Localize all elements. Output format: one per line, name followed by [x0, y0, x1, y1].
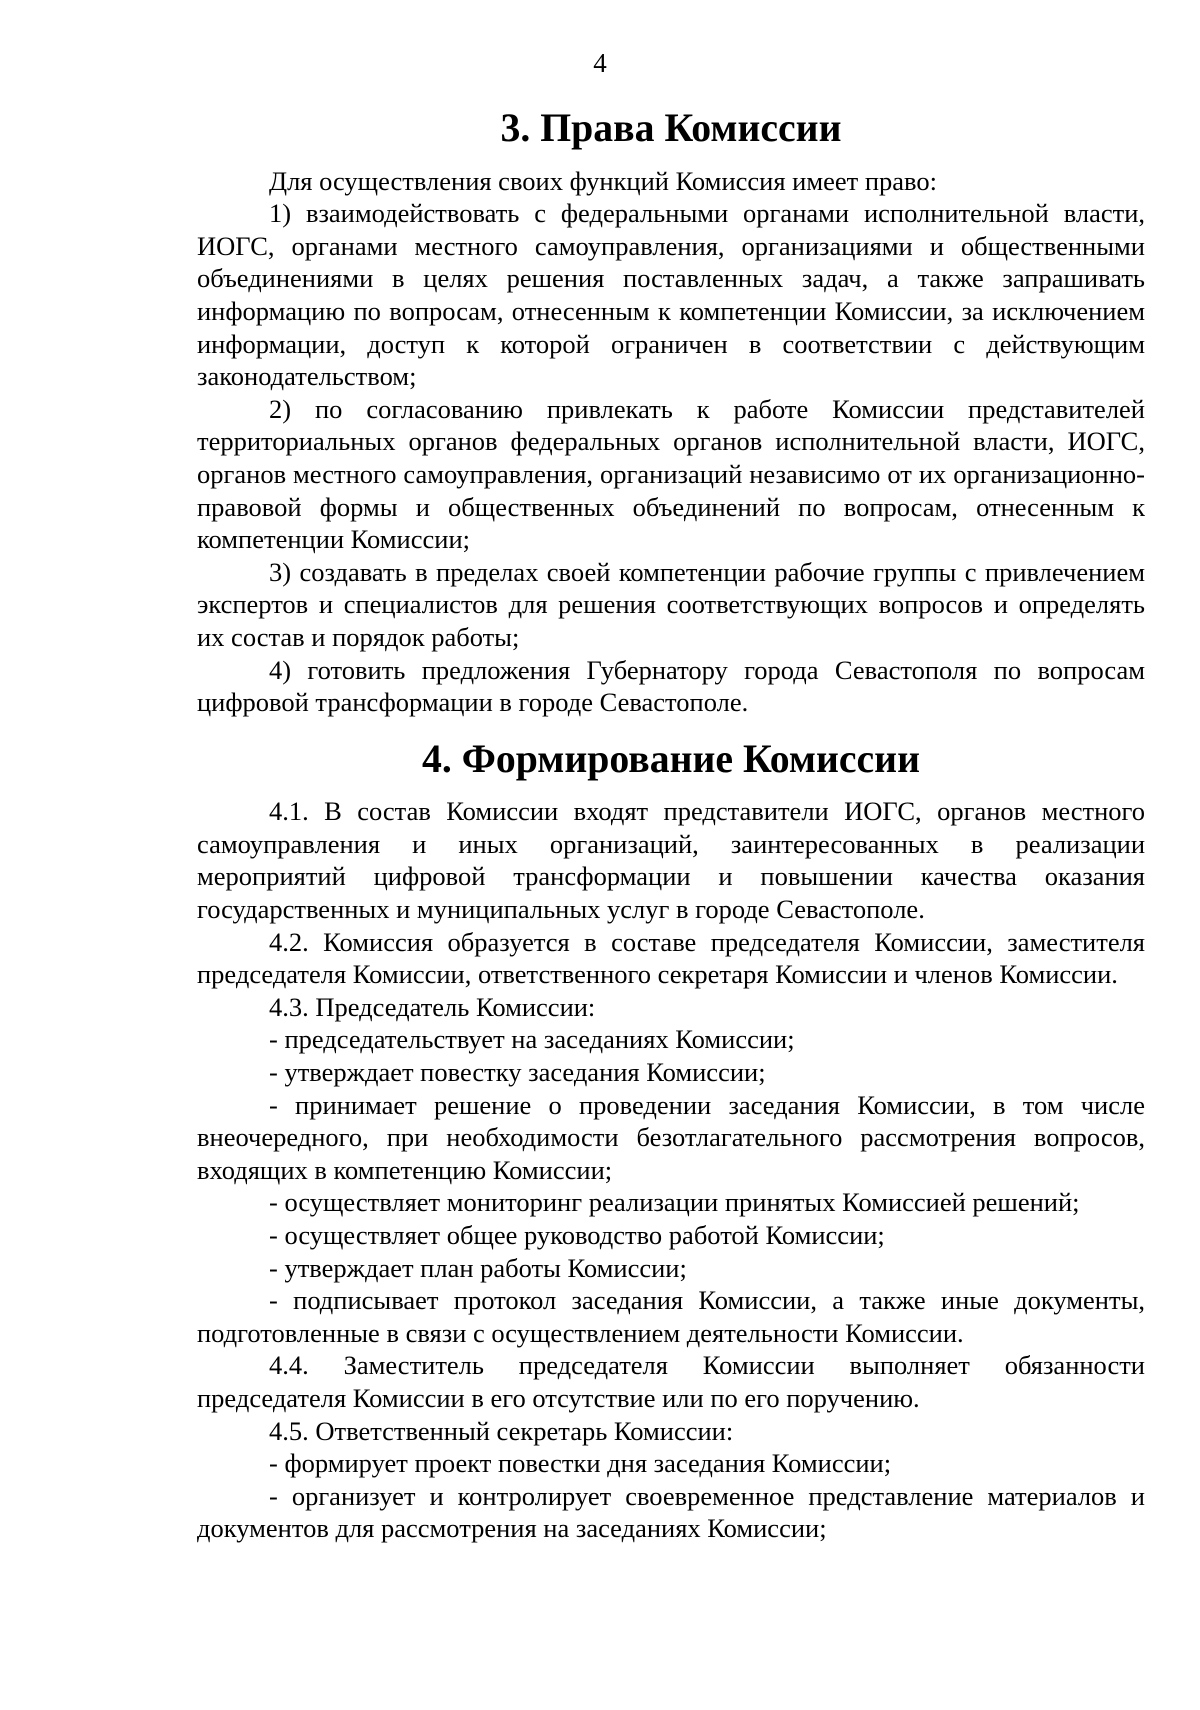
- paragraph: - формирует проект повестки дня заседания Комиссии;: [269, 1448, 892, 1479]
- paragraph: - принимает решение о проведении заседания Комиссии, в том числе внеочередного, при необходимости безотлагательного рассмотрения вопросов, входящих в компетенцию Комиссии;: [197, 1089, 1145, 1185]
- section-rights: [197, 106, 1145, 719]
- paragraph: - председательствует на заседаниях Комиссии;: [269, 1024, 795, 1055]
- paragraph: - осуществляет общее руководство работой Комиссии;: [269, 1220, 885, 1250]
- paragraph: - утверждает план работы Комиссии;: [269, 1252, 687, 1283]
- paragraph: - подписывает протокол заседания Комиссии, а также иные документы, подготовленные в связи с осуществлением деятельности Комиссии.: [197, 1285, 1145, 1348]
- paragraph: 4.2. Комиссия образуется в составе председателя Комиссии, заместителя председателя Комиссии, ответственного секретаря Комиссии и членов Комиссии.: [197, 926, 1145, 990]
- document-body: [197, 106, 1145, 1545]
- section-formation: [197, 736, 1145, 1545]
- paragraph: 1) взаимодействовать с федеральными органами исполнительной власти, ИОГС, органами местного самоуправления, организациями и общественными объединениями в целях решения поставленных задач, а также запрашивать информацию по вопросам, отнесенным к компетенции Комиссии, за исключением информации, доступ к которой ограничен в соответствии с действующим законодательством;: [197, 198, 1145, 392]
- paragraph: - осуществляет мониторинг реализации принятых Комиссией решений;: [269, 1187, 1080, 1218]
- paragraph: Для осуществления своих функций Комиссия имеет право:: [269, 165, 937, 196]
- paragraph: - организует и контролирует своевременное представление материалов и документов для рассмотрения на заседаниях Комиссии;: [197, 1480, 1145, 1544]
- paragraph: - утверждает повестку заседания Комиссии;: [269, 1057, 766, 1088]
- paragraph: 4) готовить предложения Губернатору города Севастополя по вопросам цифровой трансформации в городе Севастополе.: [197, 654, 1145, 718]
- paragraph: 4.3. Председатель Комиссии:: [269, 991, 596, 1022]
- section-heading: 3. Права Комиссии: [500, 106, 842, 150]
- paragraph: 4.1. В состав Комиссии входят представители ИОГС, органов местного самоуправления и иных организаций, заинтересованных в реализации мероприятий цифровой трансформации и повышении качества оказания государственных и муниципальных услуг в городе Севастополе.: [197, 796, 1145, 925]
- section-heading: 4. Формирование Комиссии: [421, 736, 920, 781]
- paragraph: 4.4. Заместитель председателя Комиссии выполняет обязанности председателя Комиссии в его отсутствие или по его поручению.: [197, 1350, 1145, 1413]
- paragraph: 3) создавать в пределах своей компетенции рабочие группы с привлечением экспертов и специалистов для решения соответствующих вопросов и определять их состав и порядок работы;: [197, 556, 1145, 652]
- paragraph: 4.5. Ответственный секретарь Комиссии:: [269, 1415, 734, 1446]
- paragraph: 2) по согласованию привлекать к работе Комиссии представителей территориальных органов федеральных органов исполнительной власти, ИОГС, органов местного самоуправления, организаций независимо от их организационно-правовой формы и общественных объединений по вопросам, отнесенным к компетенции Комиссии;: [197, 393, 1145, 555]
- page-number: 4: [593, 48, 607, 78]
